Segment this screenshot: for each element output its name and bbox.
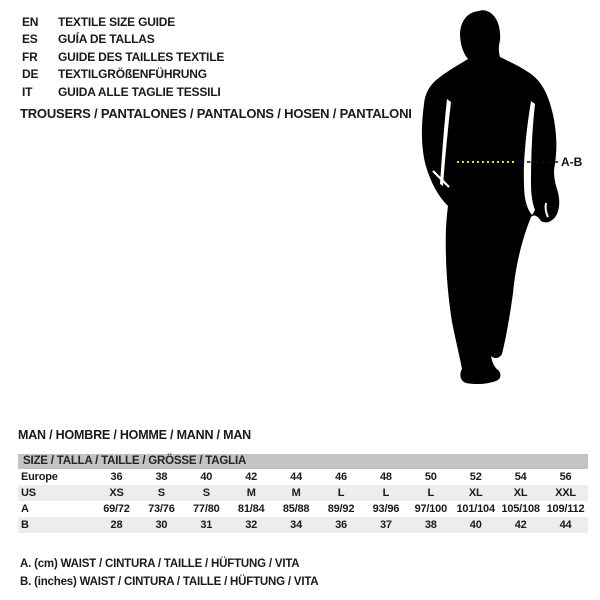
- size-cell: S: [139, 485, 184, 501]
- row-label: Europe: [21, 471, 58, 483]
- size-table: [18, 454, 588, 533]
- size-table-header-row: [18, 454, 588, 469]
- row-label: A: [21, 503, 29, 515]
- size-cell: 54: [514, 471, 527, 483]
- language-row-it: [22, 83, 224, 101]
- language-row-en: [22, 13, 224, 31]
- ab-measure-label: A-B: [561, 155, 583, 169]
- size-cell: S: [184, 485, 229, 501]
- gender-heading: MAN / HOMBRE / HOMME / MANN / MAN: [18, 428, 251, 442]
- size-cell: 97/100: [414, 503, 448, 515]
- size-cell: M: [274, 485, 319, 501]
- size-table-row-b: [18, 517, 588, 533]
- size-cell: 109/112: [546, 503, 585, 515]
- size-table-header: SIZE / TALLA / TAILLE / GRÖSSE / TAGLIA: [18, 454, 588, 469]
- language-label: TEXTILE SIZE GUIDE: [58, 14, 176, 29]
- language-code: EN: [22, 14, 39, 29]
- size-cell: 73/76: [148, 503, 175, 515]
- language-row-es: [22, 31, 224, 49]
- size-cell: XL: [453, 485, 498, 501]
- man-silhouette-svg: [400, 0, 600, 400]
- man-silhouette-icon: [422, 10, 559, 384]
- size-cell: M: [229, 485, 274, 501]
- product-heading: TROUSERS / PANTALONES / PANTALONS / HOSEN / PANTALONI: [20, 106, 412, 121]
- size-cell: 50: [424, 471, 437, 483]
- size-cell: 52: [469, 471, 482, 483]
- row-label: US: [18, 485, 94, 501]
- size-cell: 42: [498, 517, 543, 533]
- size-cell: 28: [94, 517, 139, 533]
- size-cell: 101/104: [456, 503, 495, 515]
- size-cell: 46: [335, 471, 347, 483]
- size-cell: 93/96: [372, 503, 400, 515]
- language-code: IT: [22, 84, 33, 99]
- size-cell: 36: [319, 517, 364, 533]
- size-cell: 32: [229, 517, 274, 533]
- size-cell: XS: [94, 485, 139, 501]
- language-label: GUÍA DE TALLAS: [58, 32, 155, 47]
- measurement-notes: [20, 556, 318, 591]
- size-cell: 48: [379, 471, 392, 483]
- size-cell: 30: [139, 517, 184, 533]
- size-cell: 38: [408, 517, 453, 533]
- language-label: GUIDE DES TAILLES TEXTILE: [58, 49, 225, 64]
- size-cell: 105/108: [501, 503, 540, 515]
- measurement-note-b: B. (inches) WAIST / CINTURA / TAILLE / HÜFTUNG / VITA: [20, 575, 319, 588]
- size-cell: 36: [110, 471, 123, 483]
- size-cell: 34: [274, 517, 319, 533]
- language-row-de: [22, 66, 224, 84]
- measurement-note-a: A. (cm) WAIST / CINTURA / TAILLE / HÜFTUNG / VITA: [20, 558, 300, 570]
- size-cell: 44: [543, 517, 588, 533]
- size-table-row-europe: [18, 469, 588, 485]
- size-cell: XL: [498, 485, 543, 501]
- man-silhouette-figure: [400, 0, 600, 400]
- size-cell: 40: [200, 471, 213, 483]
- language-code: DE: [22, 67, 39, 82]
- size-cell: 40: [453, 517, 498, 533]
- language-row-fr: [22, 48, 224, 66]
- size-cell: 31: [184, 517, 229, 533]
- size-cell: 77/80: [193, 503, 220, 515]
- language-code: FR: [22, 49, 38, 64]
- size-cell: XXL: [543, 485, 588, 501]
- size-cell: 81/84: [237, 503, 265, 515]
- size-cell: 56: [559, 471, 572, 483]
- size-table-row-us: [18, 485, 588, 501]
- size-cell: L: [319, 485, 364, 501]
- size-cell: 38: [155, 471, 168, 483]
- language-label: GUIDA ALLE TAGLIE TESSILI: [58, 84, 221, 99]
- size-cell: L: [408, 485, 453, 501]
- size-cell: 42: [245, 471, 258, 483]
- size-cell: L: [363, 485, 408, 501]
- size-cell: 89/92: [327, 503, 355, 515]
- size-table-row-a: [18, 501, 588, 517]
- size-cell: 69/72: [103, 503, 130, 515]
- row-label: B: [18, 517, 94, 533]
- size-cell: 85/88: [282, 503, 310, 515]
- size-cell: 37: [363, 517, 408, 533]
- language-code: ES: [22, 32, 38, 47]
- size-cell: 44: [290, 471, 302, 483]
- language-list: [22, 13, 224, 101]
- language-label: TEXTILGRÖßENFÜHRUNG: [58, 67, 207, 82]
